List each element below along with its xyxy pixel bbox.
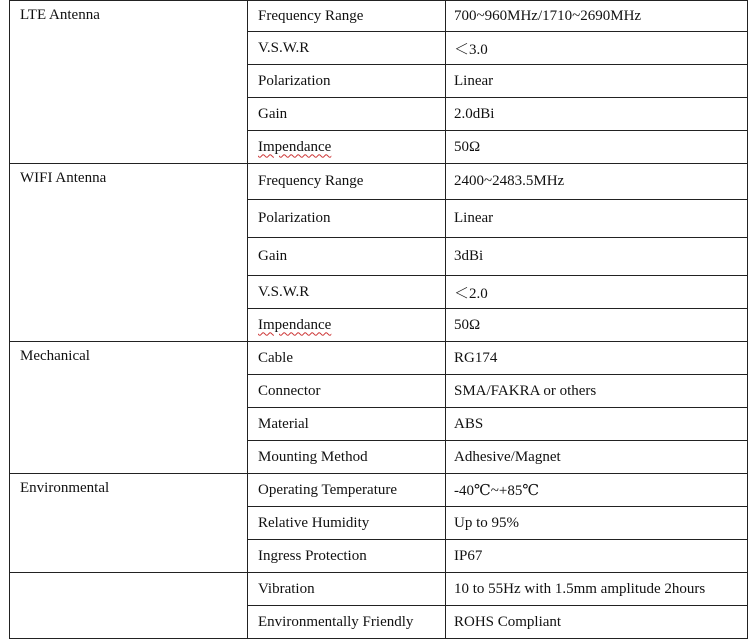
value-cell: Linear [446,200,748,238]
value-cell: Up to 95% [446,507,748,540]
property-cell: Environmentally Friendly [248,606,446,639]
property-cell: V.S.W.R [248,32,446,65]
property-cell: Material [248,408,446,441]
property-cell: Polarization [248,65,446,98]
table-row [10,1,748,32]
property-cell [248,309,446,342]
property-cell: Gain [248,238,446,276]
property-cell: Connector [248,375,446,408]
spec-table [9,0,748,639]
group-label-wifi-antenna: WIFI Antenna [10,164,248,342]
value-cell: -40℃~+85℃ [446,474,748,507]
property-cell: V.S.W.R [248,276,446,309]
table-row [10,164,748,200]
property-cell: Ingress Protection [248,540,446,573]
property-cell: Cable [248,342,446,375]
table-row [10,342,748,375]
spelling-flag: Impendance [258,316,332,333]
value-cell: 3dBi [446,238,748,276]
property-cell: Frequency Range [248,164,446,200]
property-cell: Vibration [248,573,446,606]
property-cell: Operating Temperature [248,474,446,507]
value-cell: 2.0dBi [446,98,748,131]
value-cell: 50Ω [446,131,748,164]
value-cell: 50Ω [446,309,748,342]
property-cell: Relative Humidity [248,507,446,540]
property-cell: Frequency Range [248,1,446,32]
value-cell: ＜3.0 [446,32,748,65]
group-label-environmental: Environmental [10,474,248,573]
value-cell: 10 to 55Hz with 1.5mm amplitude 2hours [446,573,748,606]
group-label-empty [10,573,248,639]
spelling-flag: Impendance [258,138,332,155]
value-cell: ROHS Compliant [446,606,748,639]
group-label-mechanical: Mechanical [10,342,248,474]
property-cell: Mounting Method [248,441,446,474]
value-cell: 700~960MHz/1710~2690MHz [446,1,748,32]
table-row [10,474,748,507]
value-cell: IP67 [446,540,748,573]
value-cell: SMA/FAKRA or others [446,375,748,408]
value-cell: Adhesive/Magnet [446,441,748,474]
group-label-lte-antenna: LTE Antenna [10,1,248,164]
property-cell: Gain [248,98,446,131]
value-cell: 2400~2483.5MHz [446,164,748,200]
value-cell: RG174 [446,342,748,375]
property-cell: Polarization [248,200,446,238]
table-row [10,573,748,606]
value-cell: ＜2.0 [446,276,748,309]
value-cell: ABS [446,408,748,441]
property-cell [248,131,446,164]
value-cell: Linear [446,65,748,98]
